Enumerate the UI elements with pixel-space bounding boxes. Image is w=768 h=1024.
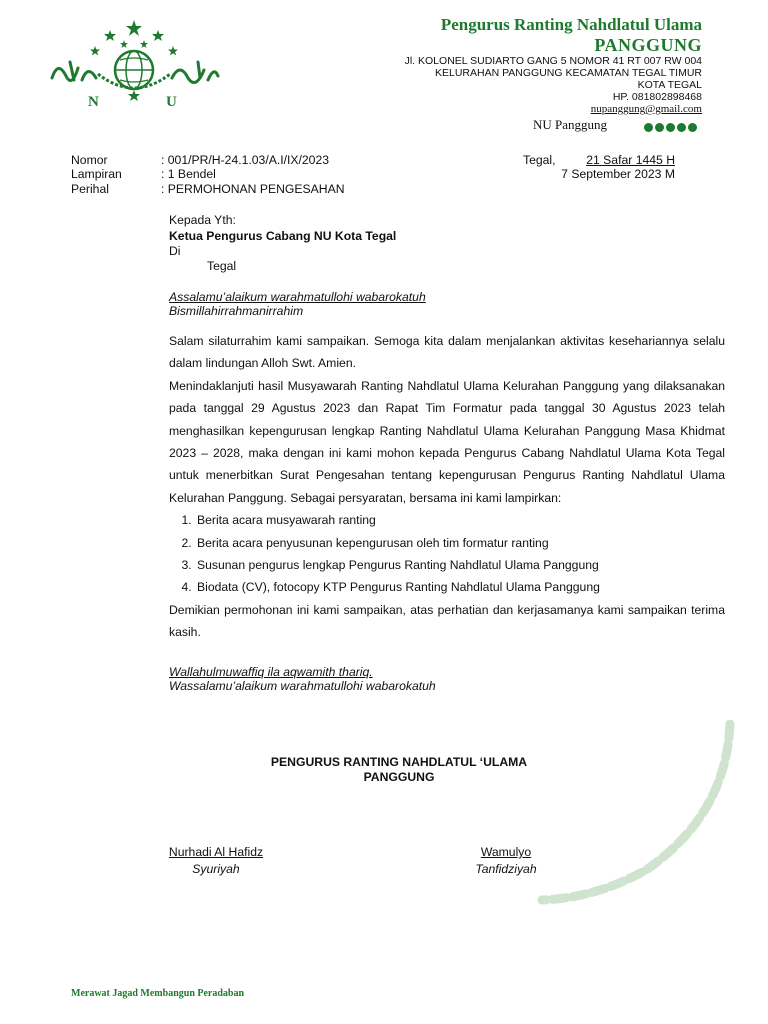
signatory-left-title: Syuriyah xyxy=(192,862,240,876)
attachment-item: 1. Berita acara musyawarah ranting xyxy=(195,509,725,531)
recipient-kepada: Kepada Yth: xyxy=(169,213,236,227)
attachment-list xyxy=(169,509,725,599)
perihal-label: Perihal xyxy=(71,182,109,196)
email-link[interactable]: nupanggung@gmail.com xyxy=(590,103,702,115)
attachment-item: 2. Berita acara penyusunan kepengurusan oleh tim formatur ranting xyxy=(195,532,725,554)
signatory-right-name: Wamulyo xyxy=(480,845,532,859)
letter-body xyxy=(169,330,725,644)
recipient-di: Di xyxy=(169,244,181,258)
signatory-left-name: Nurhadi Al Hafidz xyxy=(168,845,264,859)
lampiran-label: Lampiran xyxy=(71,167,122,181)
social-icons xyxy=(644,123,697,132)
nu-logo xyxy=(48,18,220,110)
nomor-value: : 001/PR/H-24.1.03/A.I/IX/2023 xyxy=(161,153,330,167)
perihal-value: : PERMOHONAN PENGESAHAN xyxy=(161,182,345,196)
org-branch: PANGGUNG xyxy=(594,35,702,55)
rope-decoration xyxy=(536,720,736,905)
instagram-icon[interactable] xyxy=(644,123,653,132)
social-handle: NU Panggung xyxy=(533,117,608,132)
footer-slogan: Merawat Jagad Membangun Peradaban xyxy=(71,988,245,999)
whatsapp-icon[interactable] xyxy=(688,123,697,132)
body-paragraph-1: Salam silaturrahim kami sampaikan. Semoga kita dalam menjalankan aktivitas kesehariannya selalu dalam lindungan Alloh Swt. Amien. xyxy=(169,334,725,371)
closing-line-2: Wassalamu’alaikum warahmatullohi wabarokatuh xyxy=(169,679,436,693)
body-closing: Demikian permohonan ini kami sampaikan, atas perhatian dan kerjasamanya kami sampaikan terima kasih. xyxy=(169,602,725,640)
date-hijri: 21 Safar 1445 H xyxy=(586,153,675,167)
closing-line-1: Wallahulmuwaffiq ila aqwamith thariq. xyxy=(169,665,373,679)
logo-letter-u: U xyxy=(166,94,177,110)
attachment-item: 4. Biodata (CV), fotocopy KTP Pengurus Ranting Nahdlatul Ulama Panggung xyxy=(195,576,725,598)
facebook-icon[interactable] xyxy=(655,123,664,132)
signature-org-line-2: PANGGUNG xyxy=(363,770,435,784)
logo-letter-n: N xyxy=(88,94,99,110)
youtube-icon[interactable] xyxy=(677,123,686,132)
address-line-2: KELURAHAN PANGGUNG KECAMATAN TEGAL TIMUR xyxy=(434,67,702,79)
signatory-right-title: Tanfidziyah xyxy=(475,862,537,876)
address-line-3: KOTA TEGAL xyxy=(637,79,702,91)
twitter-icon[interactable] xyxy=(666,123,675,132)
phone-number: HP. 081802898468 xyxy=(612,91,702,103)
date-masehi: 7 September 2023 M xyxy=(561,167,675,181)
lampiran-value: : 1 Bendel xyxy=(161,167,216,181)
salam: Assalamu’alaikum warahmatullohi wabarokatuh xyxy=(169,290,426,304)
org-name: Pengurus Ranting Nahdlatul Ulama xyxy=(440,15,702,34)
body-paragraph-2: Menindaklanjuti hasil Musyawarah Ranting Nahdlatul Ulama Kelurahan Panggung yang dilaksanakan pada tanggal 29 Agustus 2023 dan Rapat Tim Formatur pada tanggal 30 Agustus 2023 telah menghasilkan kepengurusan lengkap Ranting Nahdlatul Ulama Kelurahan Panggung Masa Khidmat 2023 – 2028, maka dengan ini kami mohon kepada Pengurus Cabang Nahdlatul Ulama Kota Tegal untuk menerbitkan Surat Pengesahan tentang kepengurusan Pengurus Ranting Nahdlatul Ulama Kelurahan Panggung. Sebagai persyaratan, bersama ini kami lampirkan: xyxy=(169,378,725,505)
address-line-1: Jl. KOLONEL SUDIARTO GANG 5 NOMOR 41 RT 007 RW 004 xyxy=(404,55,702,67)
recipient-name: Ketua Pengurus Cabang NU Kota Tegal xyxy=(169,229,397,243)
signature-org-line-1: PENGURUS RANTING NAHDLATUL ‘ULAMA xyxy=(270,755,528,769)
basmalah: Bismillahirrahmanirrahim xyxy=(169,304,304,318)
date-place: Tegal, xyxy=(523,153,556,167)
nomor-label: Nomor xyxy=(71,153,108,167)
attachment-item: 3. Susunan pengurus lengkap Pengurus Ranting Nahdlatul Ulama Panggung xyxy=(195,554,725,576)
recipient-city: Tegal xyxy=(207,259,237,273)
